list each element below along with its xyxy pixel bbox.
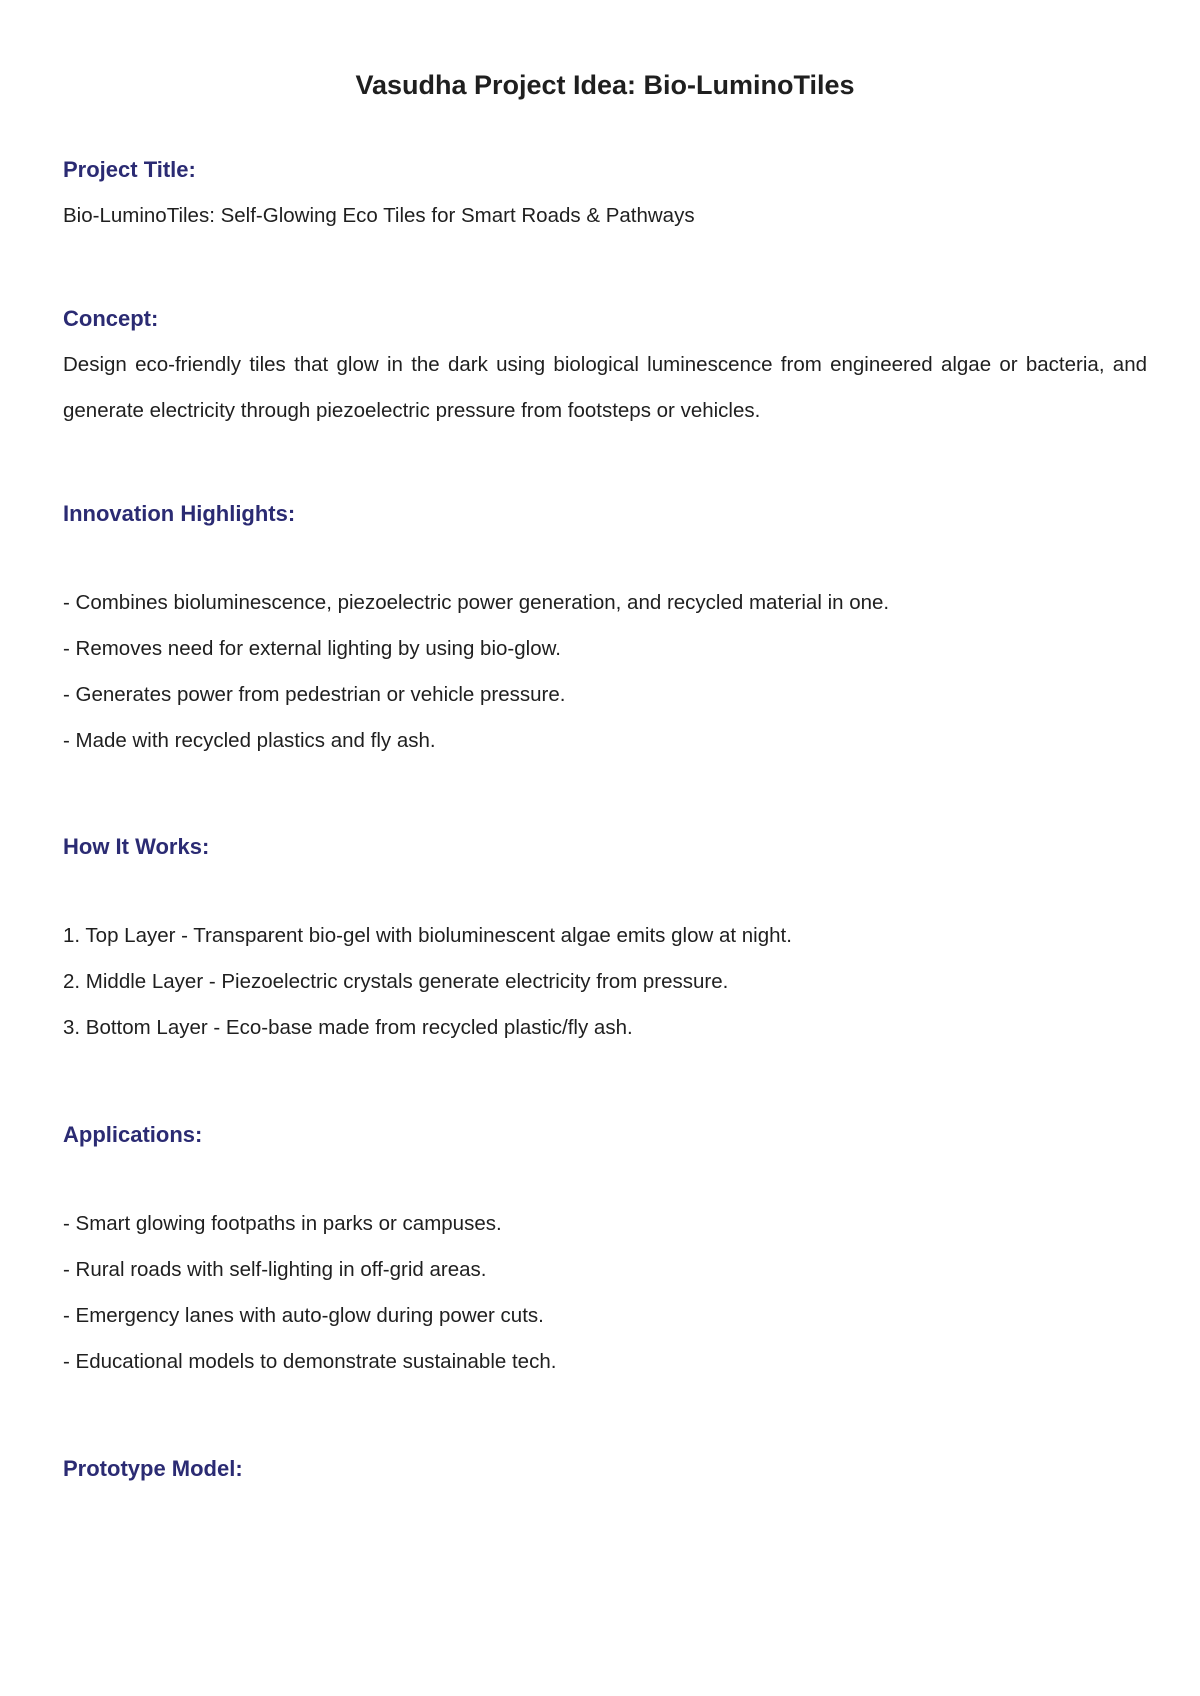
innovation-list (63, 580, 1147, 764)
list-item: - Emergency lanes with auto-glow during power cuts. (63, 1304, 544, 1327)
list-item: - Combines bioluminescence, piezoelectric power generation, and recycled material in one. (63, 591, 890, 614)
how-it-works-list (63, 913, 1147, 1051)
document-title: Vasudha Project Idea: Bio-LuminoTiles (355, 70, 855, 100)
list-item: - Rural roads with self-lighting in off-grid areas. (63, 1258, 487, 1281)
list-item: - Smart glowing footpaths in parks or campuses. (63, 1212, 502, 1235)
list-item: - Removes need for external lighting by using bio-glow. (63, 637, 561, 660)
list-item: 2. Middle Layer - Piezoelectric crystals generate electricity from pressure. (63, 970, 729, 993)
heading-concept: Concept: (63, 306, 159, 331)
heading-applications: Applications: (63, 1122, 203, 1147)
applications-list (63, 1201, 1147, 1385)
heading-how-it-works: How It Works: (63, 834, 210, 859)
section-applications (63, 1121, 1147, 1385)
list-item: - Made with recycled plastics and fly ash. (63, 729, 436, 752)
list-item: - Educational models to demonstrate sustainable tech. (63, 1350, 557, 1373)
section-concept (63, 305, 1147, 434)
project-title-text: Bio-LuminoTiles: Self-Glowing Eco Tiles for Smart Roads & Pathways (63, 204, 695, 227)
section-innovation-highlights (63, 500, 1147, 764)
section-project-title (63, 156, 1147, 239)
list-item: 1. Top Layer - Transparent bio-gel with bioluminescent algae emits glow at night. (63, 924, 792, 947)
section-how-it-works (63, 833, 1147, 1051)
list-item: - Generates power from pedestrian or vehicle pressure. (63, 683, 566, 706)
heading-project-title: Project Title: (63, 157, 196, 182)
section-prototype-model (63, 1455, 1147, 1483)
heading-innovation-highlights: Innovation Highlights: (63, 501, 296, 526)
list-item: 3. Bottom Layer - Eco-base made from recycled plastic/fly ash. (63, 1016, 633, 1039)
heading-prototype-model: Prototype Model: (63, 1456, 243, 1481)
concept-text: Design eco-friendly tiles that glow in the dark using biological luminescence from engineered algae or bacteria, and generate electricity through piezoelectric pressure from footsteps or vehicles. (63, 353, 1147, 422)
